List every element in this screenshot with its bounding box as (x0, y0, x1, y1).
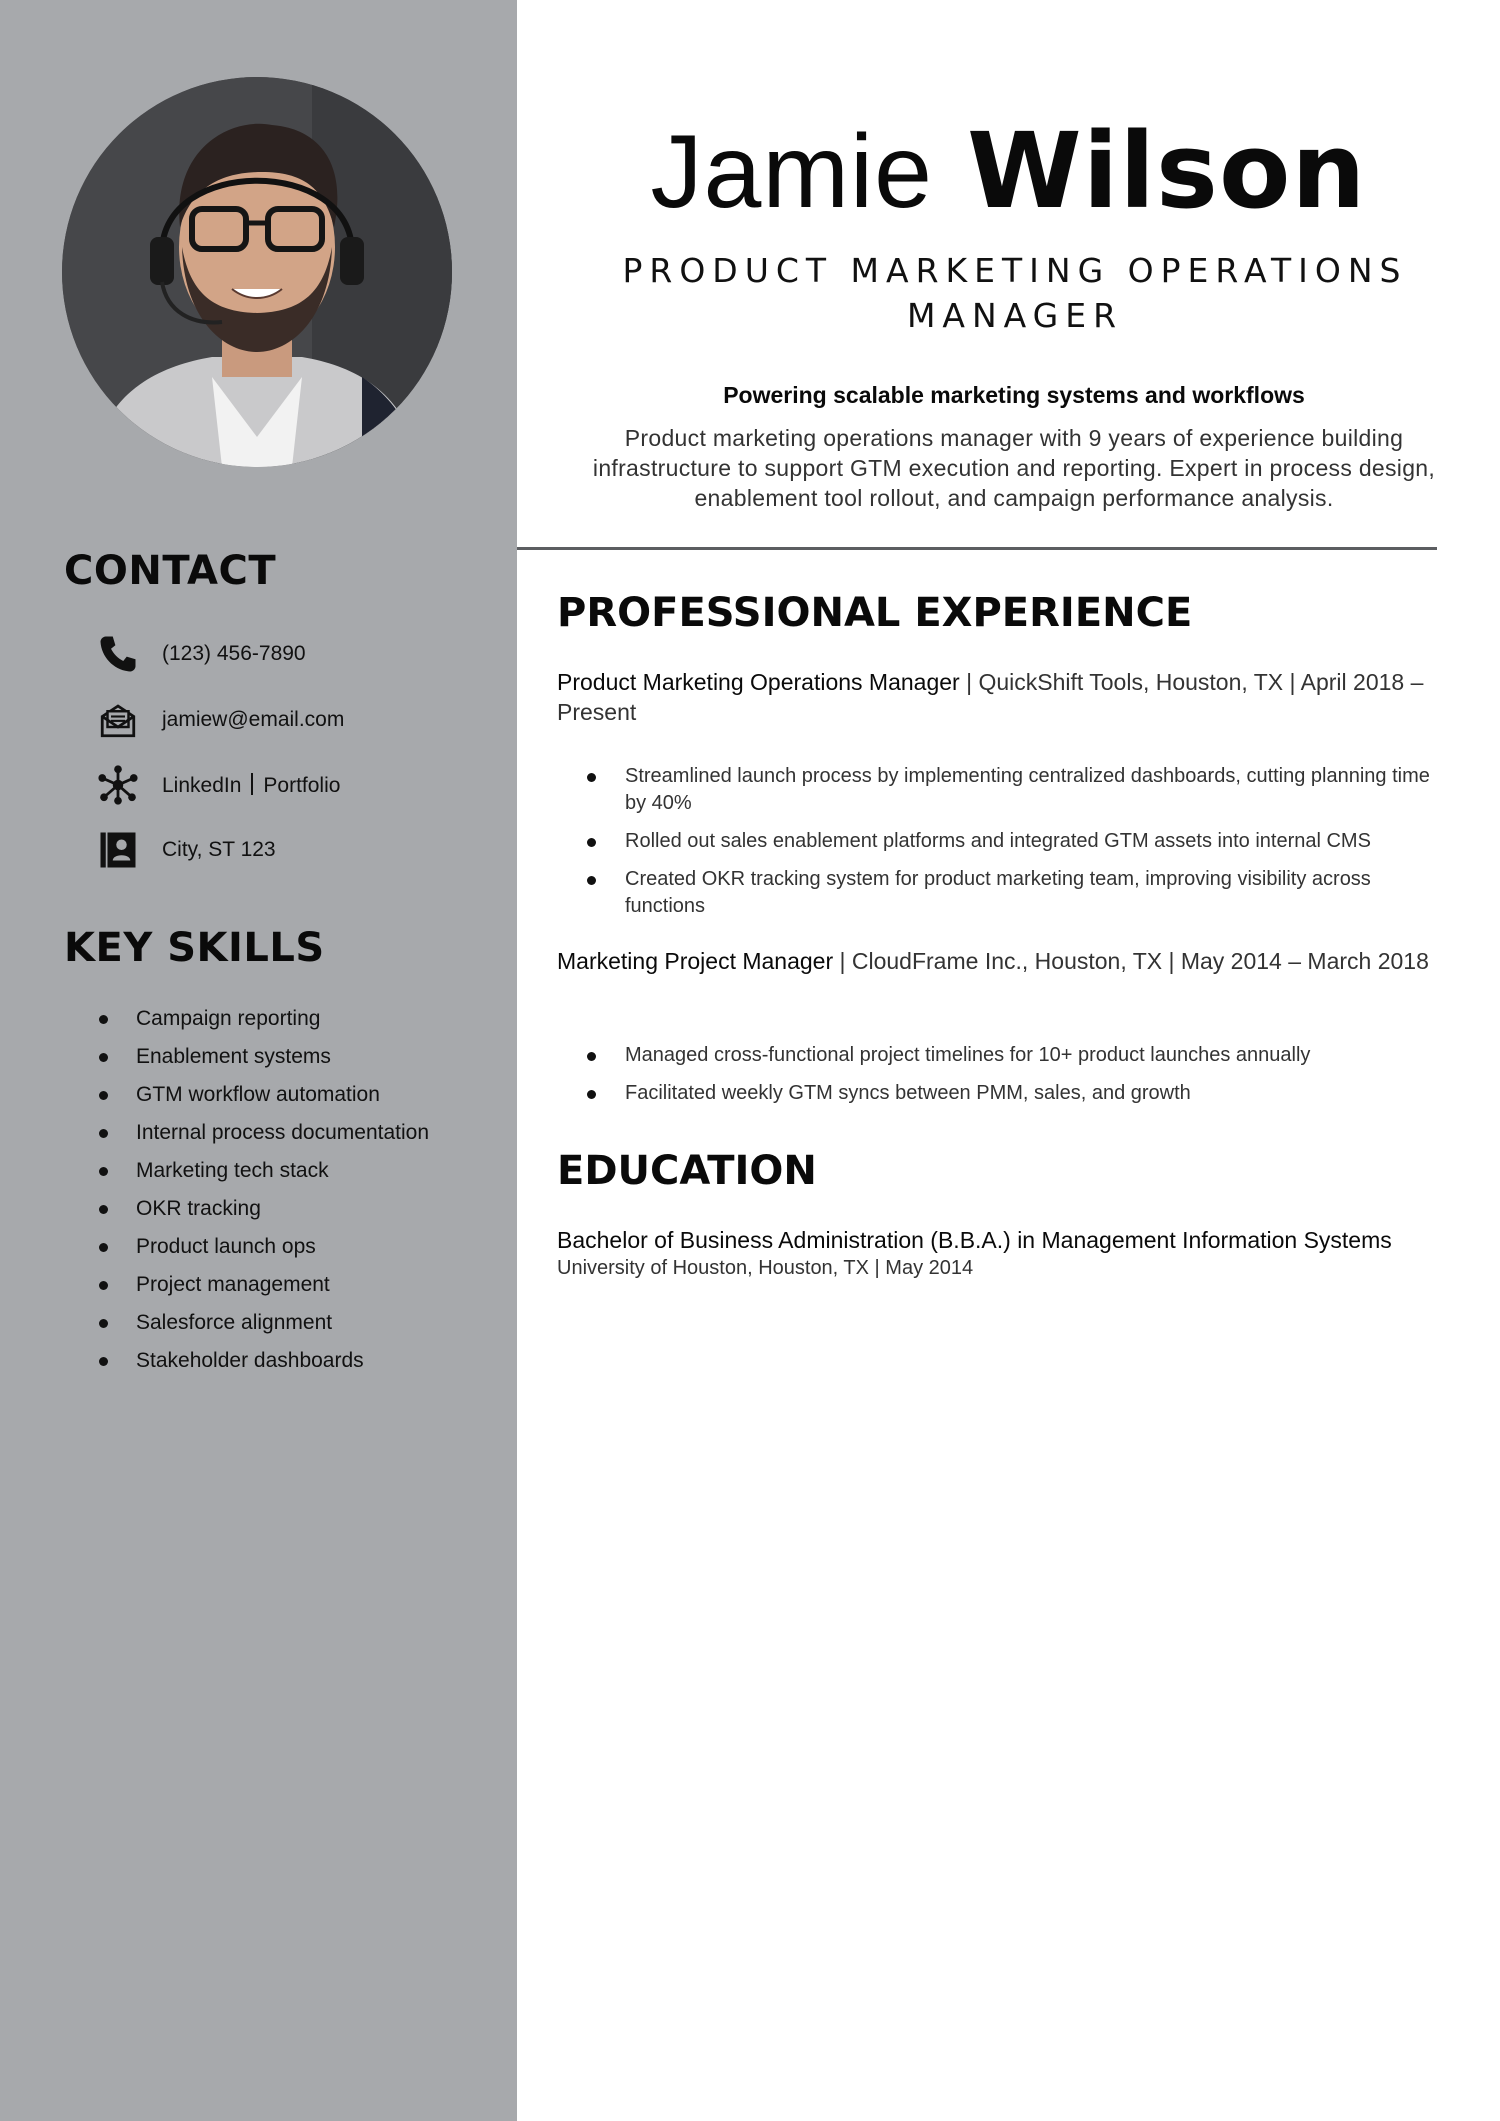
contact-email (96, 697, 344, 743)
skill-item: Enablement systems (96, 1038, 429, 1076)
location-text: City, ST 123 (162, 838, 276, 861)
skills-list (96, 1000, 429, 1380)
contact-location (96, 827, 276, 873)
link-separator (251, 773, 253, 795)
phone-icon (96, 632, 140, 676)
skill-item: Project management (96, 1266, 429, 1304)
skill-item: Product launch ops (96, 1228, 429, 1266)
school-info: University of Houston, Houston, TX | May 2014 (557, 1257, 974, 1279)
bullet-item: Rolled out sales enablement platforms and integrated GTM assets into internal CMS (583, 828, 1438, 855)
contact-heading: CONTACT (64, 548, 277, 594)
portfolio-link[interactable]: Portfolio (263, 773, 341, 797)
skill-item: OKR tracking (96, 1190, 429, 1228)
profile-photo-image (62, 77, 452, 467)
job-bullets (583, 763, 1438, 931)
bullet-item: Managed cross-functional project timelines for 10+ product launches annually (583, 1042, 1438, 1069)
tagline: Powering scalable marketing systems and workflows (723, 382, 1305, 408)
job-bullets (583, 1042, 1438, 1118)
skill-item: Salesforce alignment (96, 1304, 429, 1342)
contact-links (96, 762, 340, 808)
job-title: PRODUCT MARKETING OPERATIONS MANAGER (622, 251, 1408, 335)
job-details: | QuickShift Tools, Houston, TX | April 2018 – Present (557, 669, 1424, 725)
candidate-name (517, 110, 1500, 232)
skill-item: Stakeholder dashboards (96, 1342, 429, 1380)
header-divider (517, 547, 1437, 550)
job-header (557, 946, 1437, 976)
degree: Bachelor of Business Administration (B.B.A.) in Management Information Systems (557, 1227, 1392, 1253)
skills-heading: KEY SKILLS (64, 925, 325, 971)
job-role: Product Marketing Operations Manager (557, 669, 960, 695)
bullet-item: Created OKR tracking system for product marketing team, improving visibility across functions (583, 866, 1438, 920)
contact-card-icon (96, 828, 140, 872)
job-details: | CloudFrame Inc., Houston, TX | May 2014 – March 2018 (833, 948, 1429, 974)
education-heading: EDUCATION (557, 1148, 817, 1194)
first-name: Jamie (650, 114, 933, 230)
email-icon (96, 698, 140, 742)
job-header (557, 667, 1437, 727)
skill-item: Marketing tech stack (96, 1152, 429, 1190)
linkedin-link[interactable]: LinkedIn (162, 773, 242, 797)
last-name: Wilson (967, 110, 1367, 232)
sidebar (0, 0, 517, 2121)
profile-photo (62, 77, 452, 467)
bullet-item: Facilitated weekly GTM syncs between PMM, sales, and growth (583, 1080, 1438, 1107)
phone-number: (123) 456-7890 (162, 642, 306, 665)
summary: Product marketing operations manager with 9 years of experience building infrastructure to support GTM execution and reporting. Expert in process design, enablement tool rollout, and campaign performance analysis. (592, 425, 1436, 511)
skill-item: Campaign reporting (96, 1000, 429, 1038)
bullet-item: Streamlined launch process by implementing centralized dashboards, cutting planning time by 40% (583, 763, 1438, 817)
contact-phone (96, 631, 306, 677)
skill-item: Internal process documentation (96, 1114, 429, 1152)
job-role: Marketing Project Manager (557, 948, 834, 974)
experience-heading: PROFESSIONAL EXPERIENCE (557, 590, 1193, 636)
email-address[interactable]: jamiew@email.com (162, 708, 345, 731)
network-icon (96, 763, 140, 807)
skill-item: GTM workflow automation (96, 1076, 429, 1114)
